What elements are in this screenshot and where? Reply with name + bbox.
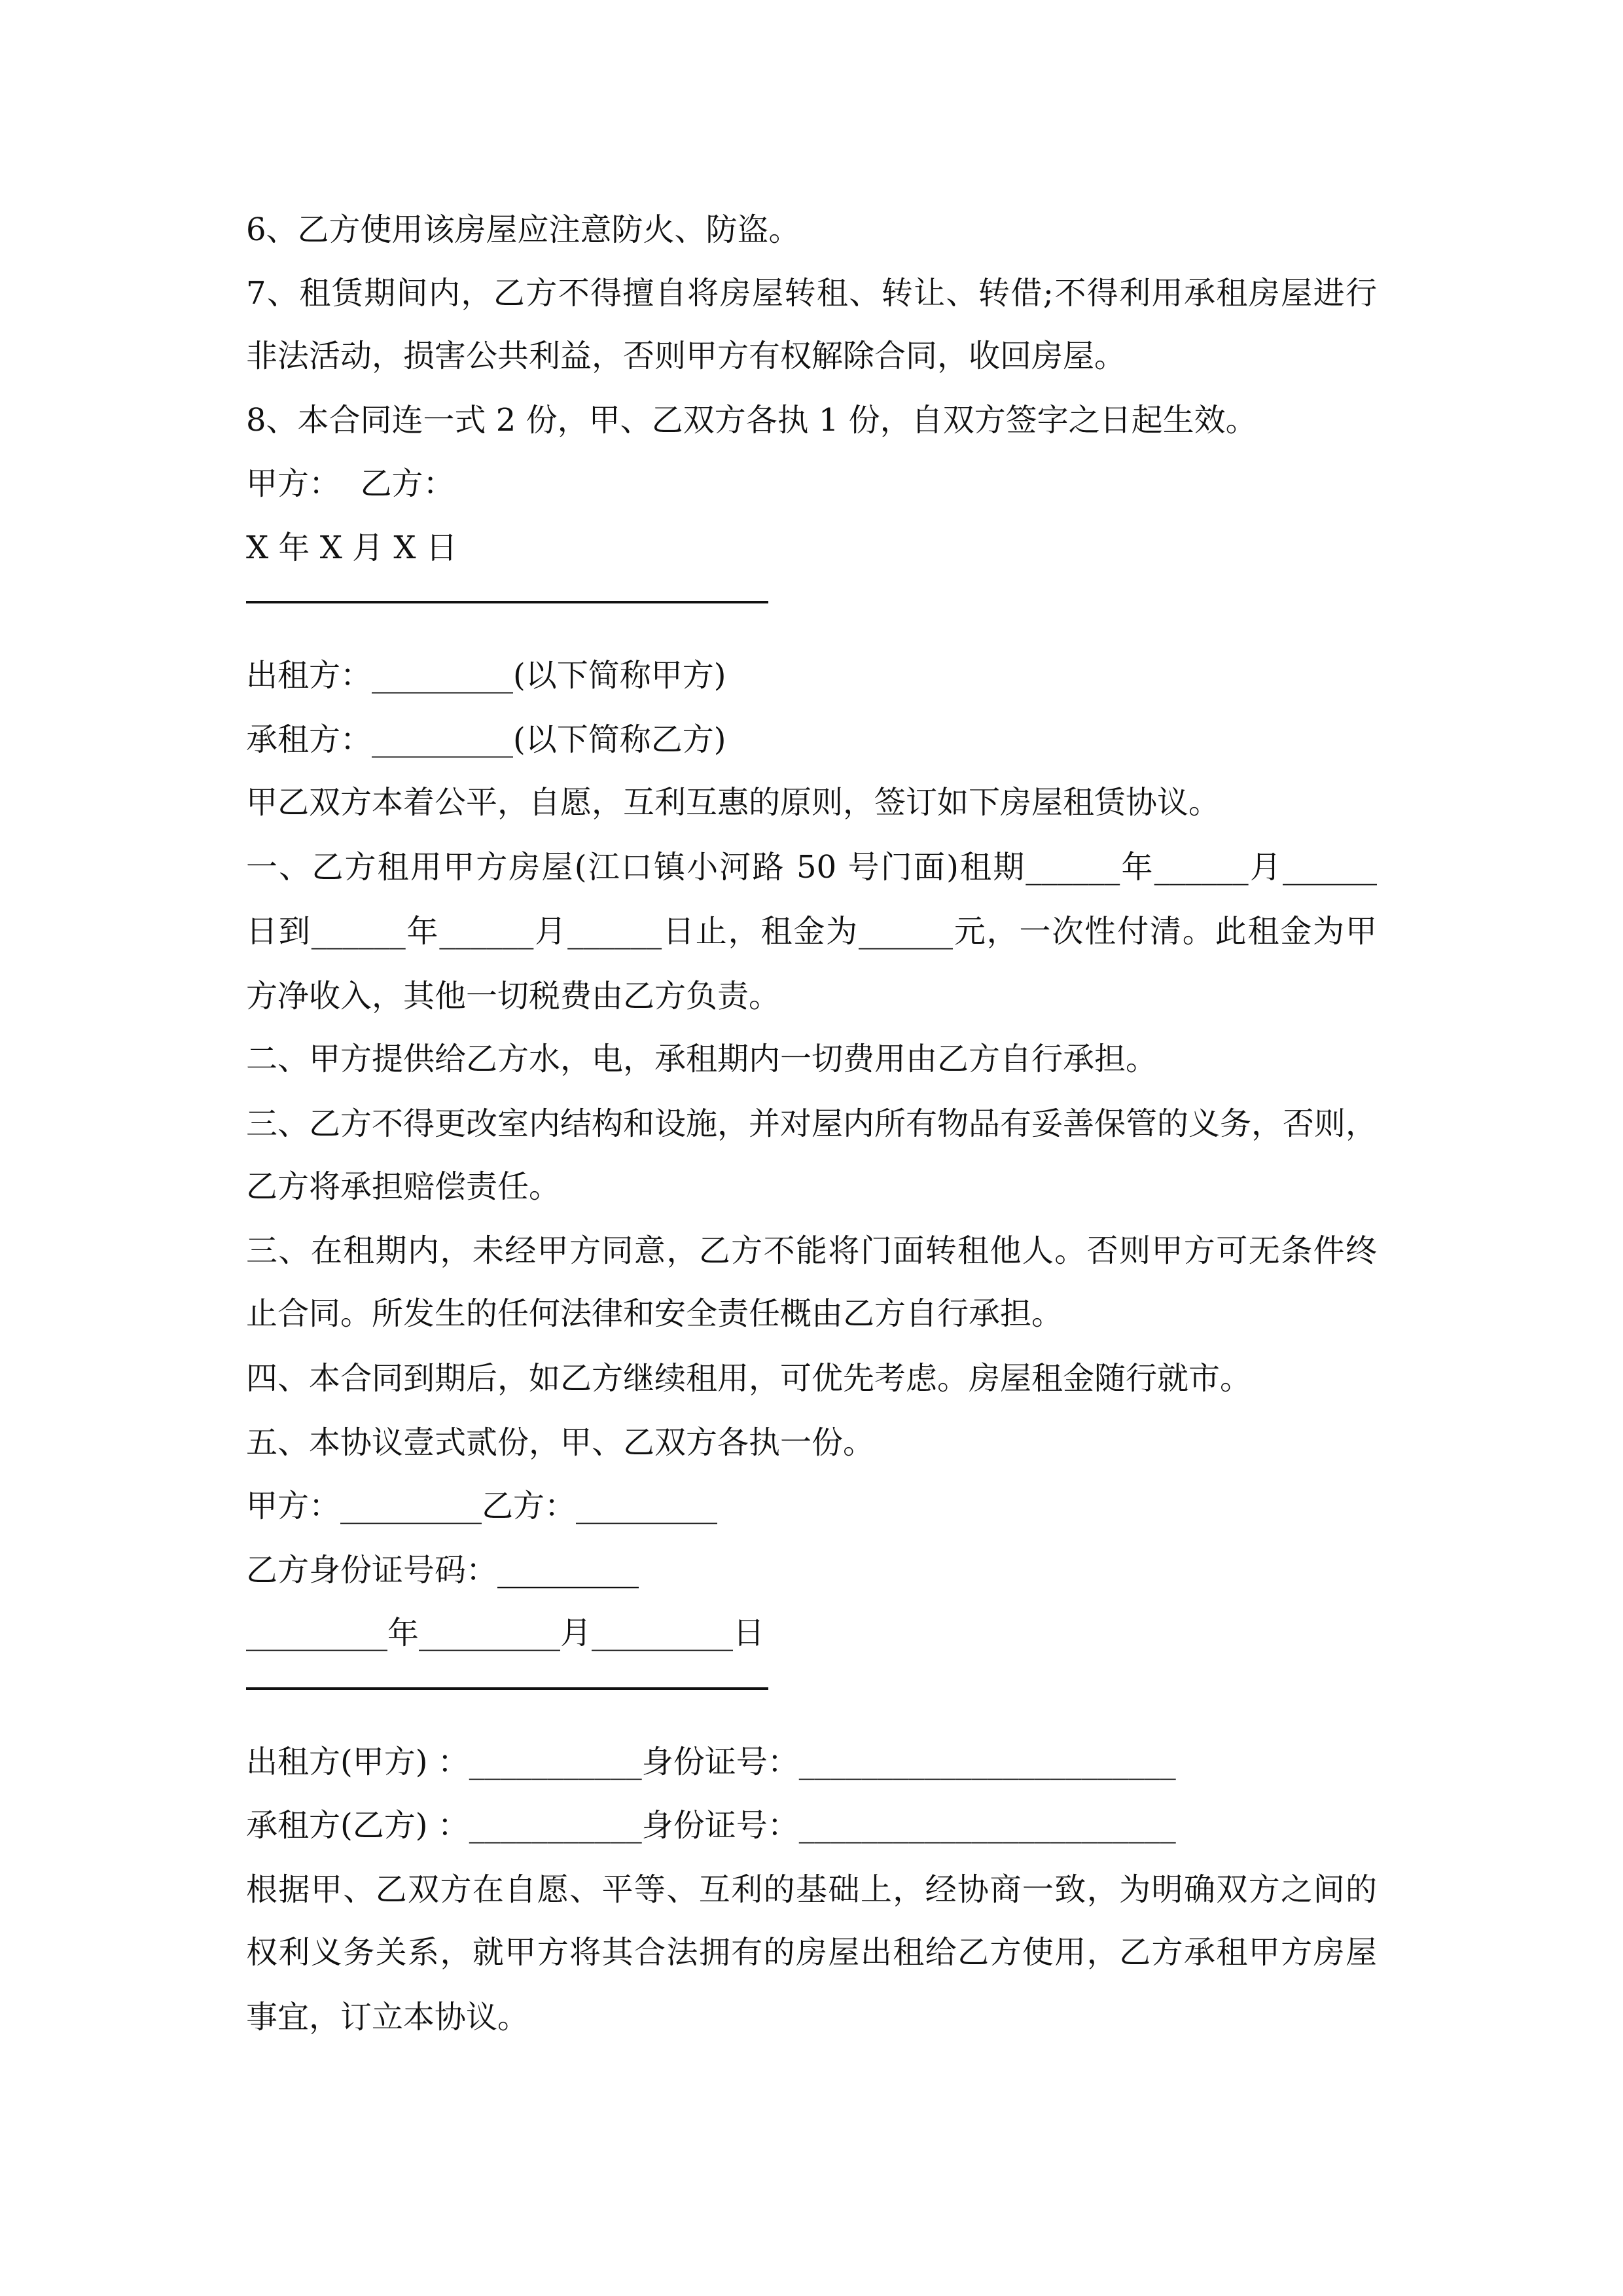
text-line: 6、乙方使用该房屋应注意防火、防盗。 [246, 211, 800, 248]
text-line: 事宜，订立本协议。 [246, 1999, 529, 2036]
text-line: 根据甲、乙双方在自愿、平等、互利的基础上，经协商一致，为明确双方之间的 [246, 1871, 1377, 1908]
section-divider [246, 1687, 768, 1690]
text-line: 三、在租期内，未经甲方同意，乙方不能将门面转租他人。否则甲方可无条件终 [246, 1232, 1377, 1269]
text-line: 承租方：_________(以下简称乙方) [246, 721, 726, 758]
text-line: 日到______年______月______日止，租金为______元，一次性付清。此租金为甲 [246, 913, 1377, 950]
text-line: 7、租赁期间内，乙方不得擅自将房屋转租、转让、转借;不得利用承租房屋进行 [246, 275, 1377, 312]
text-line: 非法活动，损害公共利益，否则甲方有权解除合同，收回房屋。 [246, 338, 1126, 374]
text-line: X 年 X 月 X 日 [246, 529, 457, 566]
text-line: 乙方将承担赔偿责任。 [246, 1168, 561, 1205]
text-line: 止合同。所发生的任何法律和安全责任概由乙方自行承担。 [246, 1295, 1063, 1332]
text-line: 甲方： 乙方： [246, 465, 455, 502]
text-line: 一、乙方租用甲方房屋(江口镇小河路 50 号门面)租期______年______月______ [246, 849, 1377, 886]
text-line: 甲乙双方本着公平，自愿，互利互惠的原则，签订如下房屋租赁协议。 [246, 784, 1221, 821]
text-line: 8、本合同连一式 2 份，甲、乙双方各执 1 份，自双方签字之日起生效。 [246, 402, 1257, 439]
text-line: 乙方身份证号码：_________ [246, 1552, 639, 1588]
text-line: 四、本合同到期后，如乙方继续租用，可优先考虑。房屋租金随行就市。 [246, 1360, 1252, 1397]
text-line: 出租方：_________(以下简称甲方) [246, 657, 726, 694]
text-line: 甲方：_________乙方：_________ [246, 1488, 718, 1524]
text-line: 五、本协议壹式贰份，甲、乙双方各执一份。 [246, 1424, 875, 1461]
text-line: 二、甲方提供给乙方水，电，承租期内一切费用由乙方自行承担。 [246, 1041, 1158, 1077]
text-line: 出租方(甲方) ：___________身份证号：________________________ [246, 1744, 1176, 1780]
text-line: 权利义务关系，就甲方将其合法拥有的房屋出租给乙方使用，乙方承租甲方房屋 [246, 1934, 1377, 1971]
text-line: 方净收入，其他一切税费由乙方负责。 [246, 978, 781, 1014]
text-line: 三、乙方不得更改室内结构和设施，并对屋内所有物品有妥善保管的义务，否则， [246, 1105, 1378, 1142]
text-line: 承租方(乙方) ：___________身份证号：________________________ [246, 1807, 1176, 1844]
text-line: _________年_________月_________日 [246, 1615, 765, 1651]
section-divider [246, 601, 768, 603]
